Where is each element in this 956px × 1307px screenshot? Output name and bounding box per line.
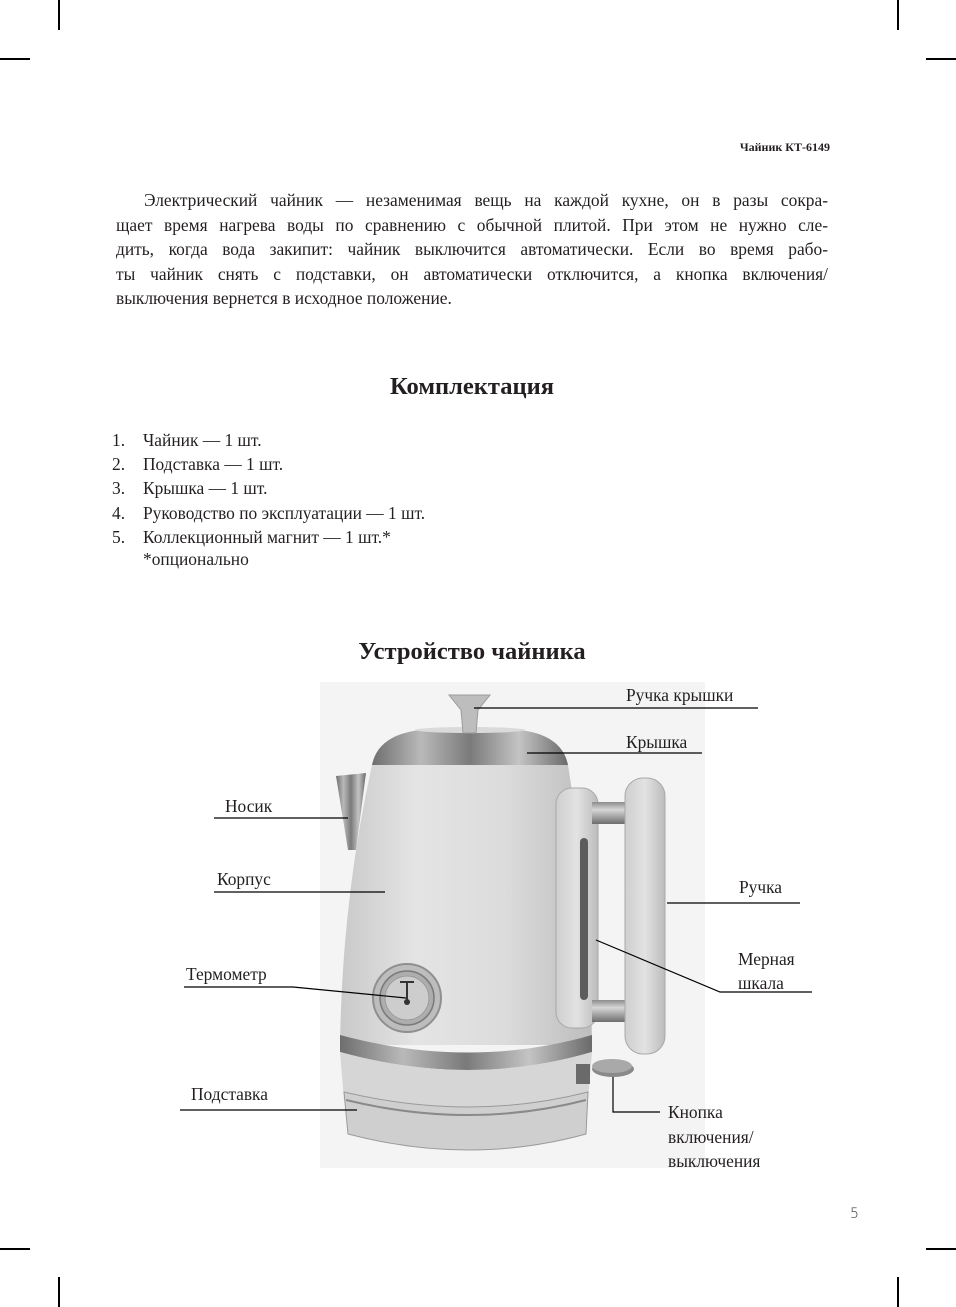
kit-note: *опционально	[143, 549, 249, 569]
section-title-kit: Комплектация	[390, 373, 554, 400]
list-number: 5.	[112, 526, 126, 547]
label-lid: Крышка	[626, 732, 688, 752]
list-number: 3.	[112, 478, 126, 499]
label-lid-handle: Ручка крышки	[626, 685, 734, 705]
running-header: Чайник КТ-6149	[739, 140, 830, 154]
label-base: Подставка	[191, 1084, 268, 1104]
label-handle: Ручка	[739, 877, 783, 897]
list-text: Чайник — 1 шт.	[143, 430, 262, 450]
label-scale-line2: шкала	[738, 973, 784, 993]
label-spout: Носик	[225, 796, 273, 816]
label-button-line2: включения/	[668, 1127, 754, 1147]
label-thermometer: Термометр	[186, 964, 267, 984]
list-number: 4.	[112, 502, 126, 523]
list-text: Подставка — 1 шт.	[143, 454, 284, 475]
section-title-device: Устройство чайника	[358, 638, 586, 665]
intro-line: дить, когда вода закипит: чайник выключится автоматически. Если во время рабо-	[116, 239, 828, 260]
label-button-line3: выключения	[668, 1151, 761, 1171]
list-number: 2.	[112, 454, 126, 475]
list-number: 1.	[112, 430, 126, 450]
page-number: 5	[850, 1206, 859, 1222]
label-scale-line1: Мерная	[738, 949, 795, 969]
list-text: Крышка — 1 шт.	[143, 478, 268, 499]
intro-line: ты чайник снять с подставки, он автоматически отключится, а кнопка включения/	[116, 263, 828, 284]
label-button-line1: Кнопка	[668, 1102, 723, 1122]
kettle-drawing	[320, 682, 705, 1168]
label-body: Корпус	[217, 869, 271, 889]
intro-line: Электрический чайник — незаменимая вещь на каждой кухне, он в разы сокра-	[144, 190, 828, 210]
intro-line: щает время нагрева воды по сравнению с обычной плитой. При этом не нужно сле-	[116, 214, 828, 235]
intro-line: выключения вернется в исходное положение.	[116, 288, 452, 309]
list-text: Коллекционный магнит — 1 шт.*	[143, 526, 391, 547]
list-text: Руководство по эксплуатации — 1 шт.	[143, 502, 426, 523]
